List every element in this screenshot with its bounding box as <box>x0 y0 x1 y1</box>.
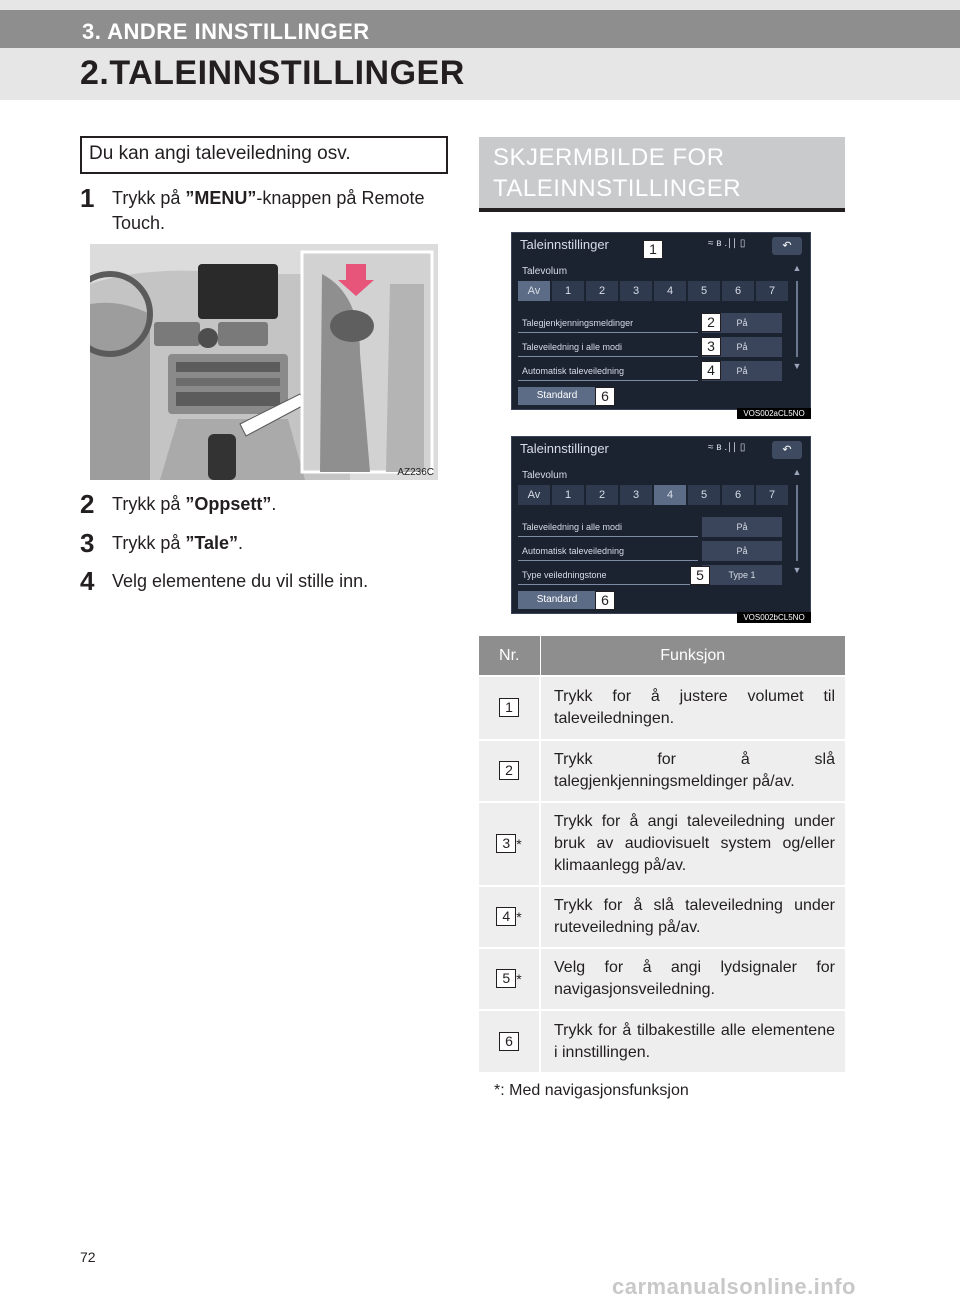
volume-selector[interactable] <box>518 485 788 505</box>
standard-button[interactable]: Standard <box>518 387 596 405</box>
volume-option[interactable]: 6 <box>722 281 754 301</box>
table-row <box>479 740 845 802</box>
scroll-up-icon[interactable]: ▲ <box>792 467 802 477</box>
volume-option[interactable]: 6 <box>722 485 754 505</box>
footnote-mark: * <box>516 836 522 852</box>
setting-value[interactable]: På <box>702 337 782 357</box>
footnote-mark: * <box>516 971 522 987</box>
step-4 <box>80 566 369 596</box>
step-text: Trykk på ”Tale”. <box>112 533 244 553</box>
settings-screen-2 <box>511 436 811 614</box>
table-cell-function: Trykk for å justere volumet til taleveiledningen. <box>540 676 845 740</box>
screen-code: VOS002bCL5NO <box>737 612 811 623</box>
volume-option[interactable]: 2 <box>586 485 618 505</box>
step-3 <box>80 528 244 558</box>
scroll-track[interactable] <box>796 281 798 357</box>
table-row <box>479 948 845 1010</box>
page-number: 72 <box>80 1249 96 1265</box>
setting-row[interactable]: Automatisk taleveiledning <box>518 541 698 561</box>
scroll-down-icon[interactable]: ▼ <box>792 361 802 371</box>
setting-row[interactable]: Taleveiledning i alle modi <box>518 517 698 537</box>
volume-option[interactable]: 4 <box>654 281 686 301</box>
volume-option[interactable]: 1 <box>552 281 584 301</box>
screen-section-heading: SKJERMBILDE FOR TALEINNSTILLINGER <box>479 137 845 212</box>
table-row <box>479 802 845 886</box>
callout-6: 6 <box>595 387 615 406</box>
back-button[interactable]: ↶ <box>772 237 802 255</box>
scroll-down-icon[interactable]: ▼ <box>792 565 802 575</box>
volume-option[interactable]: 3 <box>620 485 652 505</box>
callout-5: 5 <box>690 566 710 585</box>
volume-selector[interactable] <box>518 281 788 301</box>
volume-option[interactable]: 7 <box>756 281 788 301</box>
page-title: 2.TALEINNSTILLINGER <box>80 54 465 92</box>
table-cell-nr <box>479 802 540 886</box>
table-cell-function: Velg for å angi lydsignaler for navigasjonsveiledning. <box>540 948 845 1010</box>
volume-option[interactable]: 2 <box>586 281 618 301</box>
volume-option[interactable]: 5 <box>688 281 720 301</box>
screen-title: Taleinnstillinger <box>520 441 609 456</box>
footnote: *: Med navigasjonsfunksjon <box>494 1082 689 1099</box>
table-cell-function: Trykk for å angi taleveiledning under bruk av audiovisuelt system og/eller klimaanlegg på/av. <box>540 802 845 886</box>
function-table <box>479 636 845 1072</box>
table-header-nr: Nr. <box>479 636 540 676</box>
screen-title: Taleinnstillinger <box>520 237 609 252</box>
volume-option[interactable]: Av <box>518 281 550 301</box>
image-code: AZ236C <box>397 467 434 478</box>
scroll-up-icon[interactable]: ▲ <box>792 263 802 273</box>
volume-option[interactable]: Av <box>518 485 550 505</box>
setting-row[interactable]: Type veiledningstone <box>518 565 698 585</box>
table-cell-nr <box>479 740 540 802</box>
section-label: 3. ANDRE INNSTILLINGER <box>82 19 370 44</box>
table-cell-function: Trykk for å slå talegjenkjenningsmeldinger på/av. <box>540 740 845 802</box>
step-number: 3 <box>80 528 95 558</box>
number-box: 5 <box>496 969 516 988</box>
table-row <box>479 1010 845 1072</box>
screen-code: VOS002aCL5NO <box>737 408 811 419</box>
intro-box: Du kan angi taleveiledning osv. <box>80 136 448 174</box>
number-box: 3 <box>496 834 516 853</box>
callout-4: 4 <box>701 361 721 380</box>
table-cell-nr <box>479 676 540 740</box>
table-row <box>479 886 845 948</box>
table-row <box>479 676 845 740</box>
setting-value[interactable]: På <box>702 517 782 537</box>
volume-option[interactable]: 5 <box>688 485 720 505</box>
number-box: 4 <box>496 907 516 926</box>
step-2 <box>80 489 277 519</box>
callout-3: 3 <box>701 337 721 356</box>
table-cell-nr <box>479 1010 540 1072</box>
table-cell-function: Trykk for å slå taleveiledning under ruteveiledning på/av. <box>540 886 845 948</box>
volume-label: Talevolum <box>522 266 568 277</box>
back-button[interactable]: ↶ <box>772 441 802 459</box>
volume-option[interactable]: 7 <box>756 485 788 505</box>
scrollbar[interactable] <box>792 263 802 373</box>
callout-2: 2 <box>701 313 721 332</box>
table-cell-nr <box>479 886 540 948</box>
setting-row[interactable]: Taleveiledning i alle modi <box>518 337 698 357</box>
status-icons: ≈ ʙ .∣∣ ▯ <box>708 442 746 453</box>
table-header-function: Funksjon <box>540 636 845 676</box>
console-illustration <box>90 244 438 480</box>
table-cell-nr <box>479 948 540 1010</box>
setting-value[interactable]: På <box>702 361 782 381</box>
console-photo <box>90 244 438 480</box>
setting-value[interactable]: Type 1 <box>702 565 782 585</box>
watermark: carmanualsonline.info <box>612 1274 856 1299</box>
step-text: Velg elementene du vil stille inn. <box>112 571 369 591</box>
number-box: 1 <box>499 698 519 717</box>
footnote-mark: * <box>516 909 522 925</box>
status-icons: ≈ ʙ .∣∣ ▯ <box>708 238 746 249</box>
setting-value[interactable]: På <box>702 313 782 333</box>
number-box: 2 <box>499 761 519 780</box>
scrollbar[interactable] <box>792 467 802 577</box>
setting-row[interactable]: Automatisk taleveiledning <box>518 361 698 381</box>
volume-label: Talevolum <box>522 470 568 481</box>
table-cell-function: Trykk for å tilbakestille alle elementene i innstillingen. <box>540 1010 845 1072</box>
step-text: Trykk på ”Oppsett”. <box>112 494 277 514</box>
callout-1: 1 <box>643 240 663 259</box>
step-number: 1 <box>80 183 95 213</box>
volume-option[interactable]: 3 <box>620 281 652 301</box>
step-text: Trykk på ”MENU”-knappen på Remote Touch. <box>112 188 425 233</box>
setting-row[interactable]: Talegjenkjenningsmeldinger <box>518 313 698 333</box>
scroll-track[interactable] <box>796 485 798 561</box>
step-1 <box>80 183 450 236</box>
volume-option[interactable]: 4 <box>654 485 686 505</box>
standard-button[interactable]: Standard <box>518 591 596 609</box>
callout-6: 6 <box>595 591 615 610</box>
setting-value[interactable]: På <box>702 541 782 561</box>
volume-option[interactable]: 1 <box>552 485 584 505</box>
page-header <box>0 0 960 100</box>
step-number: 2 <box>80 489 95 519</box>
number-box: 6 <box>499 1032 519 1051</box>
step-number: 4 <box>80 566 95 596</box>
